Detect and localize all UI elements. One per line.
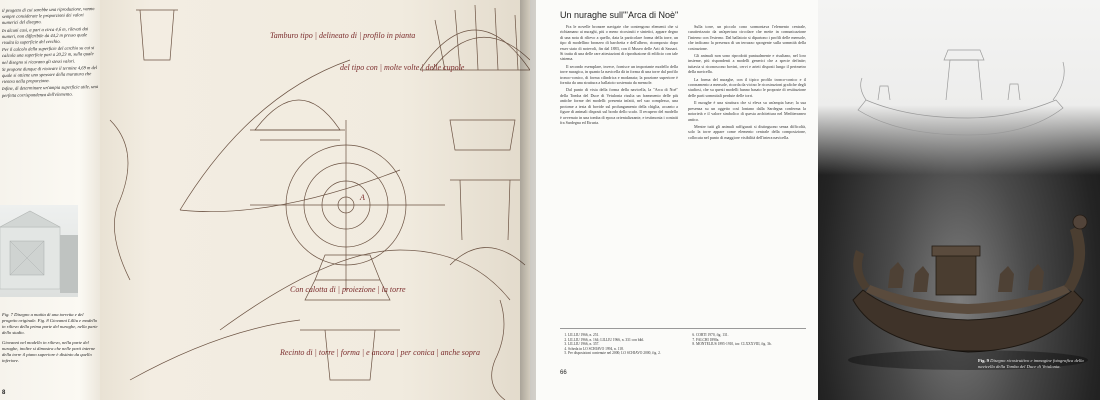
article-page-number: 66	[560, 370, 567, 376]
boat-line-drawing	[858, 50, 1064, 135]
nuraghe-sketch	[100, 0, 530, 400]
left-paragraph: In alcuni casi, a pari a circa 4,6 m, rilevati dai numeri, non differibile da 44,2 m presso quale risulta la superficie del cerchio.	[2, 25, 89, 46]
sketch-note-bottom-left: Con calotta di | proiezione | la torre	[290, 285, 406, 294]
article-column-2	[688, 24, 806, 354]
sketch-note-center: A	[360, 193, 365, 202]
sketch-note-top-left: Tamburo tipo | delineato di | profilo in pianta	[270, 31, 416, 40]
article-title: Un nuraghe sull'"Arca di Noè"	[560, 10, 679, 20]
footnote: 7. FALCHI 1890a.	[696, 338, 806, 343]
footnote: 1. LILLIU 1966, n. 251.	[568, 333, 678, 338]
bronze-boat-photo	[848, 215, 1088, 370]
footnotes-column-2	[688, 331, 806, 347]
figure-caption-text: Disegno ricostruttivo e immagine fotografica della navicella della Tomba del Duce di Vetulonia.	[978, 358, 1084, 369]
left-figure-caption	[2, 312, 98, 364]
article-column-1	[560, 24, 678, 354]
footnote: 4. Scheda in LO SCHIAVO 1994, n. 118.	[568, 347, 678, 352]
article-paragraph: Fra le novelle bronzee navigate che contengono elementi che si richiamano ai nuraghi, più o meno ricostruiti e sintetici, appare degno di una nota di rilievo a quello, data la particolare forma della torre, un tipo di modellino bronzeo di barchetta e dell'albero, ricomposto dopo esser stato di notevoli, fin dal 1883, con il Museo delle Arti di Sassari. Si tratta di una delle rare attestazioni di riproduzione di edificio con tale sistema.	[560, 24, 678, 62]
footnote: 2. LILLIU 1966, n. 164; LILLIU 1966, n. 331 con bibl.	[568, 338, 678, 343]
article-paragraph: Gli animali non sono riprodotti puntualmente e risultano, nel loro insieme, più rispondenti a modelli generici che a specie definite; tuttavia si riconoscono bovini, cervi e arieti disposti lungo il perimetro della navicella.	[688, 53, 806, 75]
article-paragraph: Sulla torre, un piccolo cono sormontava l'elemento centrale, caratterizzato da un'apertura circolare che mette in comunicazione l'interno con l'esterno. Dal ballatoio si dipartono i profili delle mensole, che indicano la presenza di un terrazzo sporgente sulla sommità della costruzione.	[688, 24, 806, 51]
photo-figure-caption	[978, 358, 1090, 370]
figure-label: Fig. 9	[978, 358, 989, 363]
article-page	[536, 0, 818, 400]
left-text-page	[0, 0, 100, 400]
article-paragraph: Il secondo esemplare, invece, fornisce un importante modello della torre nuragica, in quanto la navicella dà in forma di una torre dal profilo tronco-conico, di forma cilindrica e modanata; la porzione superiore è fornita da una struttura a ballatoio sostenuta da mensole.	[560, 63, 678, 86]
left-paragraph: Infine, di determinare un'ampia superficie utile, una perfetta corrispondenza dell'elemento.	[2, 84, 98, 98]
sketch-page	[100, 0, 530, 400]
left-paragraph: il progetto di cui sarebbe una riproduzione, vanno sempre considerate le proporzioni dei valori numerici del disegno.	[2, 6, 95, 26]
model-drawing	[0, 205, 78, 297]
article-paragraph: Dal punto di vista della forma della navicella, la "Arca di Noè" della Tomba del Duce di Vetulonia risulta un frammento delle più antiche forme dei modelli: presenta infatti, nel suo complesso, una protome a testa di bovide sul prolungamento della chiglia, accanto a figure di animali disposti sul bordo dello scafo. Il recupero del modello è avvenuto in una tomba di epoca orientalizzante, e testimonia i contatti fra Sardegna ed Etruria.	[560, 87, 678, 125]
sketch-note-top-right: del tipo con | molte volte | delle cupole	[340, 63, 465, 72]
footnotes	[560, 328, 806, 365]
left-page-number: 8	[2, 390, 6, 396]
article-paragraph: La forma del nuraghe, con il tipico profilo tronco-conico e il coronamento a mensole, ricorda da vicino le ricostruzioni grafiche degli studiosi, che su questi modelli hanno basato le proposte di restituzione delle parti sommitali perdute delle torri.	[688, 76, 806, 98]
sketch-note-bottom-right: Recinto di | torre | forma | e ancora | per conica | anche sopra	[280, 348, 480, 357]
footnote: 3. LILLIU 1966, n. 357.	[568, 342, 678, 347]
article-paragraph: Mentre tutti gli animali raffigurati si distinguono senza difficoltà, solo la torre appare come elemento centrale della composizione, collocata nel punto di maggiore visibilità dell'intera navicella.	[688, 123, 806, 140]
footnote: 6. CORTI 1970, fig. 131.	[696, 333, 806, 338]
caption-text: Fig. 7 Disegno a matita di una torretta e del progetto originale. Fig. 8 Giovanni Lilliu e modello in rilievo della prima parte del nuraghe, nella parte dello studio.	[2, 312, 98, 335]
footnote: 8. MONTELIUS 1895-1910, tav. CLXXXVIII, fig. 3b.	[696, 342, 806, 347]
architectural-model-figure	[0, 205, 78, 297]
article-columns	[560, 24, 806, 354]
boat-figure	[818, 0, 1100, 400]
article-paragraph: Il nuraghe è una struttura che si eleva su un'ampia base; la sua presenza su un oggetto così lontano dalla Sardegna conferma la notorietà e il valore simbolico di questa architettura nel Mediterraneo antico.	[688, 100, 806, 122]
footnotes-column-1	[560, 331, 678, 356]
left-text-column	[2, 6, 98, 100]
left-paragraph: Si propone dunque di ricavare il termine 4,69 m del quale si ottiene uno spessore della muratura che rientra nella proporzione.	[2, 64, 98, 85]
caption-text-more: Giovanni nel modello in rilievo, nella parte del nuraghe, inoltre si dimostra che nelle parti interne della torre il piano superiore è distinto da quello inferiore.	[2, 340, 96, 363]
left-paragraph: Per il calcolo della superficie del cerchio su cui si calcola una superficie pari a 20,23 m, sulla quale nel disegno si ricavano gli stessi valori.	[2, 45, 95, 65]
footnote: 5. Per disposizioni contenute nel 2000; LO SCHIAVO 2000, fig. 2.	[568, 351, 678, 356]
photo-page	[818, 0, 1100, 400]
